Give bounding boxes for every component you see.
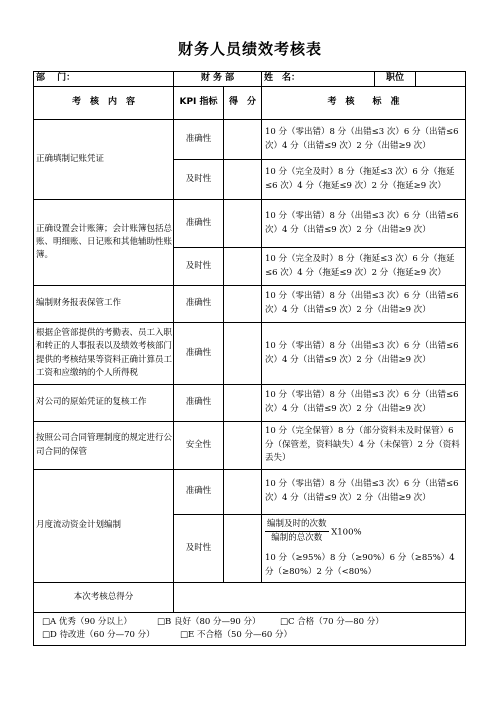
row-score[interactable] bbox=[224, 200, 262, 248]
row-content: 正确填制记账凭证 bbox=[34, 120, 174, 200]
total-row bbox=[34, 583, 466, 613]
row-kpi: 准确性 bbox=[174, 120, 224, 160]
row-standard: 10 分（零出错）8 分（出错≤3 次）6 分（出错≤6 次）4 分（出错≤9 次）2 分（出错≥9 次） bbox=[262, 286, 466, 323]
fraction-numerator: 编制及时的次数 bbox=[265, 518, 329, 533]
row-kpi: 及时性 bbox=[174, 515, 224, 583]
header-standard: 考 核 标 准 bbox=[262, 87, 466, 120]
dept-value: 财 务 部 bbox=[174, 72, 262, 87]
row-score[interactable] bbox=[224, 120, 262, 160]
row-kpi: 安全性 bbox=[174, 422, 224, 470]
row-content: 对公司的原始凭证的复核工作 bbox=[34, 385, 174, 422]
header-content: 考 核 内 容 bbox=[34, 87, 174, 120]
table-row bbox=[34, 286, 466, 323]
table-row bbox=[34, 120, 466, 160]
kpi-table bbox=[33, 71, 466, 646]
row-content: 编制财务报表保管工作 bbox=[34, 286, 174, 323]
table-row bbox=[34, 385, 466, 422]
table-row bbox=[34, 200, 466, 248]
row-kpi: 准确性 bbox=[174, 323, 224, 385]
name-label: 姓 名： bbox=[264, 73, 301, 84]
fraction-denominator: 编制的总次数 bbox=[271, 533, 323, 544]
total-score-field[interactable] bbox=[174, 583, 466, 613]
row-standard: 10 分（完全保管）8 分（部分资料未及时保管）6 分（保管差，资料缺失）4 分（未保管）2 分（资料丢失） bbox=[262, 422, 466, 470]
fraction-multiplier: X100% bbox=[331, 527, 362, 538]
row-standard: 10 分（零出错）8 分（出错≤3 次）6 分（出错≤6 次）4 分（出错≤9 次）2 分（出错≥9 次） bbox=[262, 470, 466, 515]
row-standard: 10 分（零出错）8 分（出错≤3 次）6 分（出错≤6 次）4 分（出错≤9 次）2 分（出错≥9 次） bbox=[262, 323, 466, 385]
row-standard: 10 分（零出错）8 分（出错≤3 次）6 分（出错≤6 次）4 分（出错≤9 次）2 分（出错≥9 次） bbox=[262, 200, 466, 248]
row-kpi: 及时性 bbox=[174, 160, 224, 200]
formula bbox=[265, 518, 462, 546]
grade-e-checkbox[interactable]: □E 不合格（50 分—60 分） bbox=[180, 630, 292, 640]
row-content: 正确设置会计账簿；会计账簿包括总账、明细账、日记账和其他辅助性账簿。 bbox=[34, 200, 174, 286]
position-field[interactable] bbox=[415, 72, 465, 86]
row-kpi: 准确性 bbox=[174, 286, 224, 323]
row-standard bbox=[262, 515, 466, 583]
total-label: 本次考核总得分 bbox=[34, 583, 174, 613]
fraction bbox=[265, 518, 329, 546]
row-score[interactable] bbox=[224, 248, 262, 286]
name-position-cell bbox=[262, 72, 466, 87]
row-score[interactable] bbox=[224, 286, 262, 323]
row-content: 根据企管部提供的考勤表、员工入职和转正的人事报表以及绩效考核部门提供的考核结果等资料正确计算员工工资和应缴纳的个人所得税 bbox=[34, 323, 174, 385]
row-content: 按照公司合同管理制度的规定进行公司合同的保管 bbox=[34, 422, 174, 470]
grade-row bbox=[34, 613, 466, 646]
row-kpi: 及时性 bbox=[174, 248, 224, 286]
row-score[interactable] bbox=[224, 323, 262, 385]
position-label: 职位 bbox=[374, 72, 415, 86]
row-score[interactable] bbox=[224, 470, 262, 515]
grade-options bbox=[34, 613, 466, 646]
grade-a-checkbox[interactable]: □A 优秀（90 分以上） bbox=[42, 616, 132, 627]
name-field[interactable] bbox=[319, 72, 374, 86]
info-row bbox=[34, 72, 466, 87]
row-score[interactable] bbox=[224, 160, 262, 200]
dept-label: 部 门： bbox=[34, 72, 174, 87]
header-score: 得 分 bbox=[224, 87, 262, 120]
row-score[interactable] bbox=[224, 515, 262, 583]
grade-c-checkbox[interactable]: □C 合格（70 分—80 分） bbox=[280, 616, 384, 627]
row-standard: 10 分（完全及时）8 分（拖延≤3 次）6 分（拖延≤6 次）4 分（拖延≤9 次）2 分（拖延≥9 次） bbox=[262, 248, 466, 286]
table-row bbox=[34, 422, 466, 470]
header-row bbox=[34, 87, 466, 120]
row-kpi: 准确性 bbox=[174, 385, 224, 422]
row-standard: 10 分（零出错）8 分（出错≤3 次）6 分（出错≤6 次）4 分（出错≤9 次）2 分（出错≥9 次） bbox=[262, 385, 466, 422]
grade-d-checkbox[interactable]: □D 待改进（60 分—70 分） bbox=[42, 630, 155, 640]
page-title: 财务人员绩效考核表 bbox=[177, 40, 322, 58]
row-kpi: 准确性 bbox=[174, 470, 224, 515]
header-kpi: KPI 指标 bbox=[174, 87, 224, 120]
table-row bbox=[34, 470, 466, 515]
row-content: 月度流动资金计划编制 bbox=[34, 470, 174, 583]
row-score[interactable] bbox=[224, 385, 262, 422]
row-standard: 10 分（完全及时）8 分（拖延≤3 次）6 分（拖延≤6 次）4 分（拖延≤9 次）2 分（拖延≥9 次） bbox=[262, 160, 466, 200]
row-standard: 10 分（零出错）8 分（出错≤3 次）6 分（出错≤6 次）4 分（出错≤9 次）2 分（出错≥9 次） bbox=[262, 120, 466, 160]
table-row bbox=[34, 323, 466, 385]
grade-b-checkbox[interactable]: □B 良好（80 分—90 分） bbox=[157, 616, 261, 627]
row-kpi: 准确性 bbox=[174, 200, 224, 248]
row-score[interactable] bbox=[224, 422, 262, 470]
percent-scale: 10 分（≥95%）8 分（≥90%）6 分（≥85%）4 分（≥80%）2 分（<80%） bbox=[265, 553, 455, 577]
